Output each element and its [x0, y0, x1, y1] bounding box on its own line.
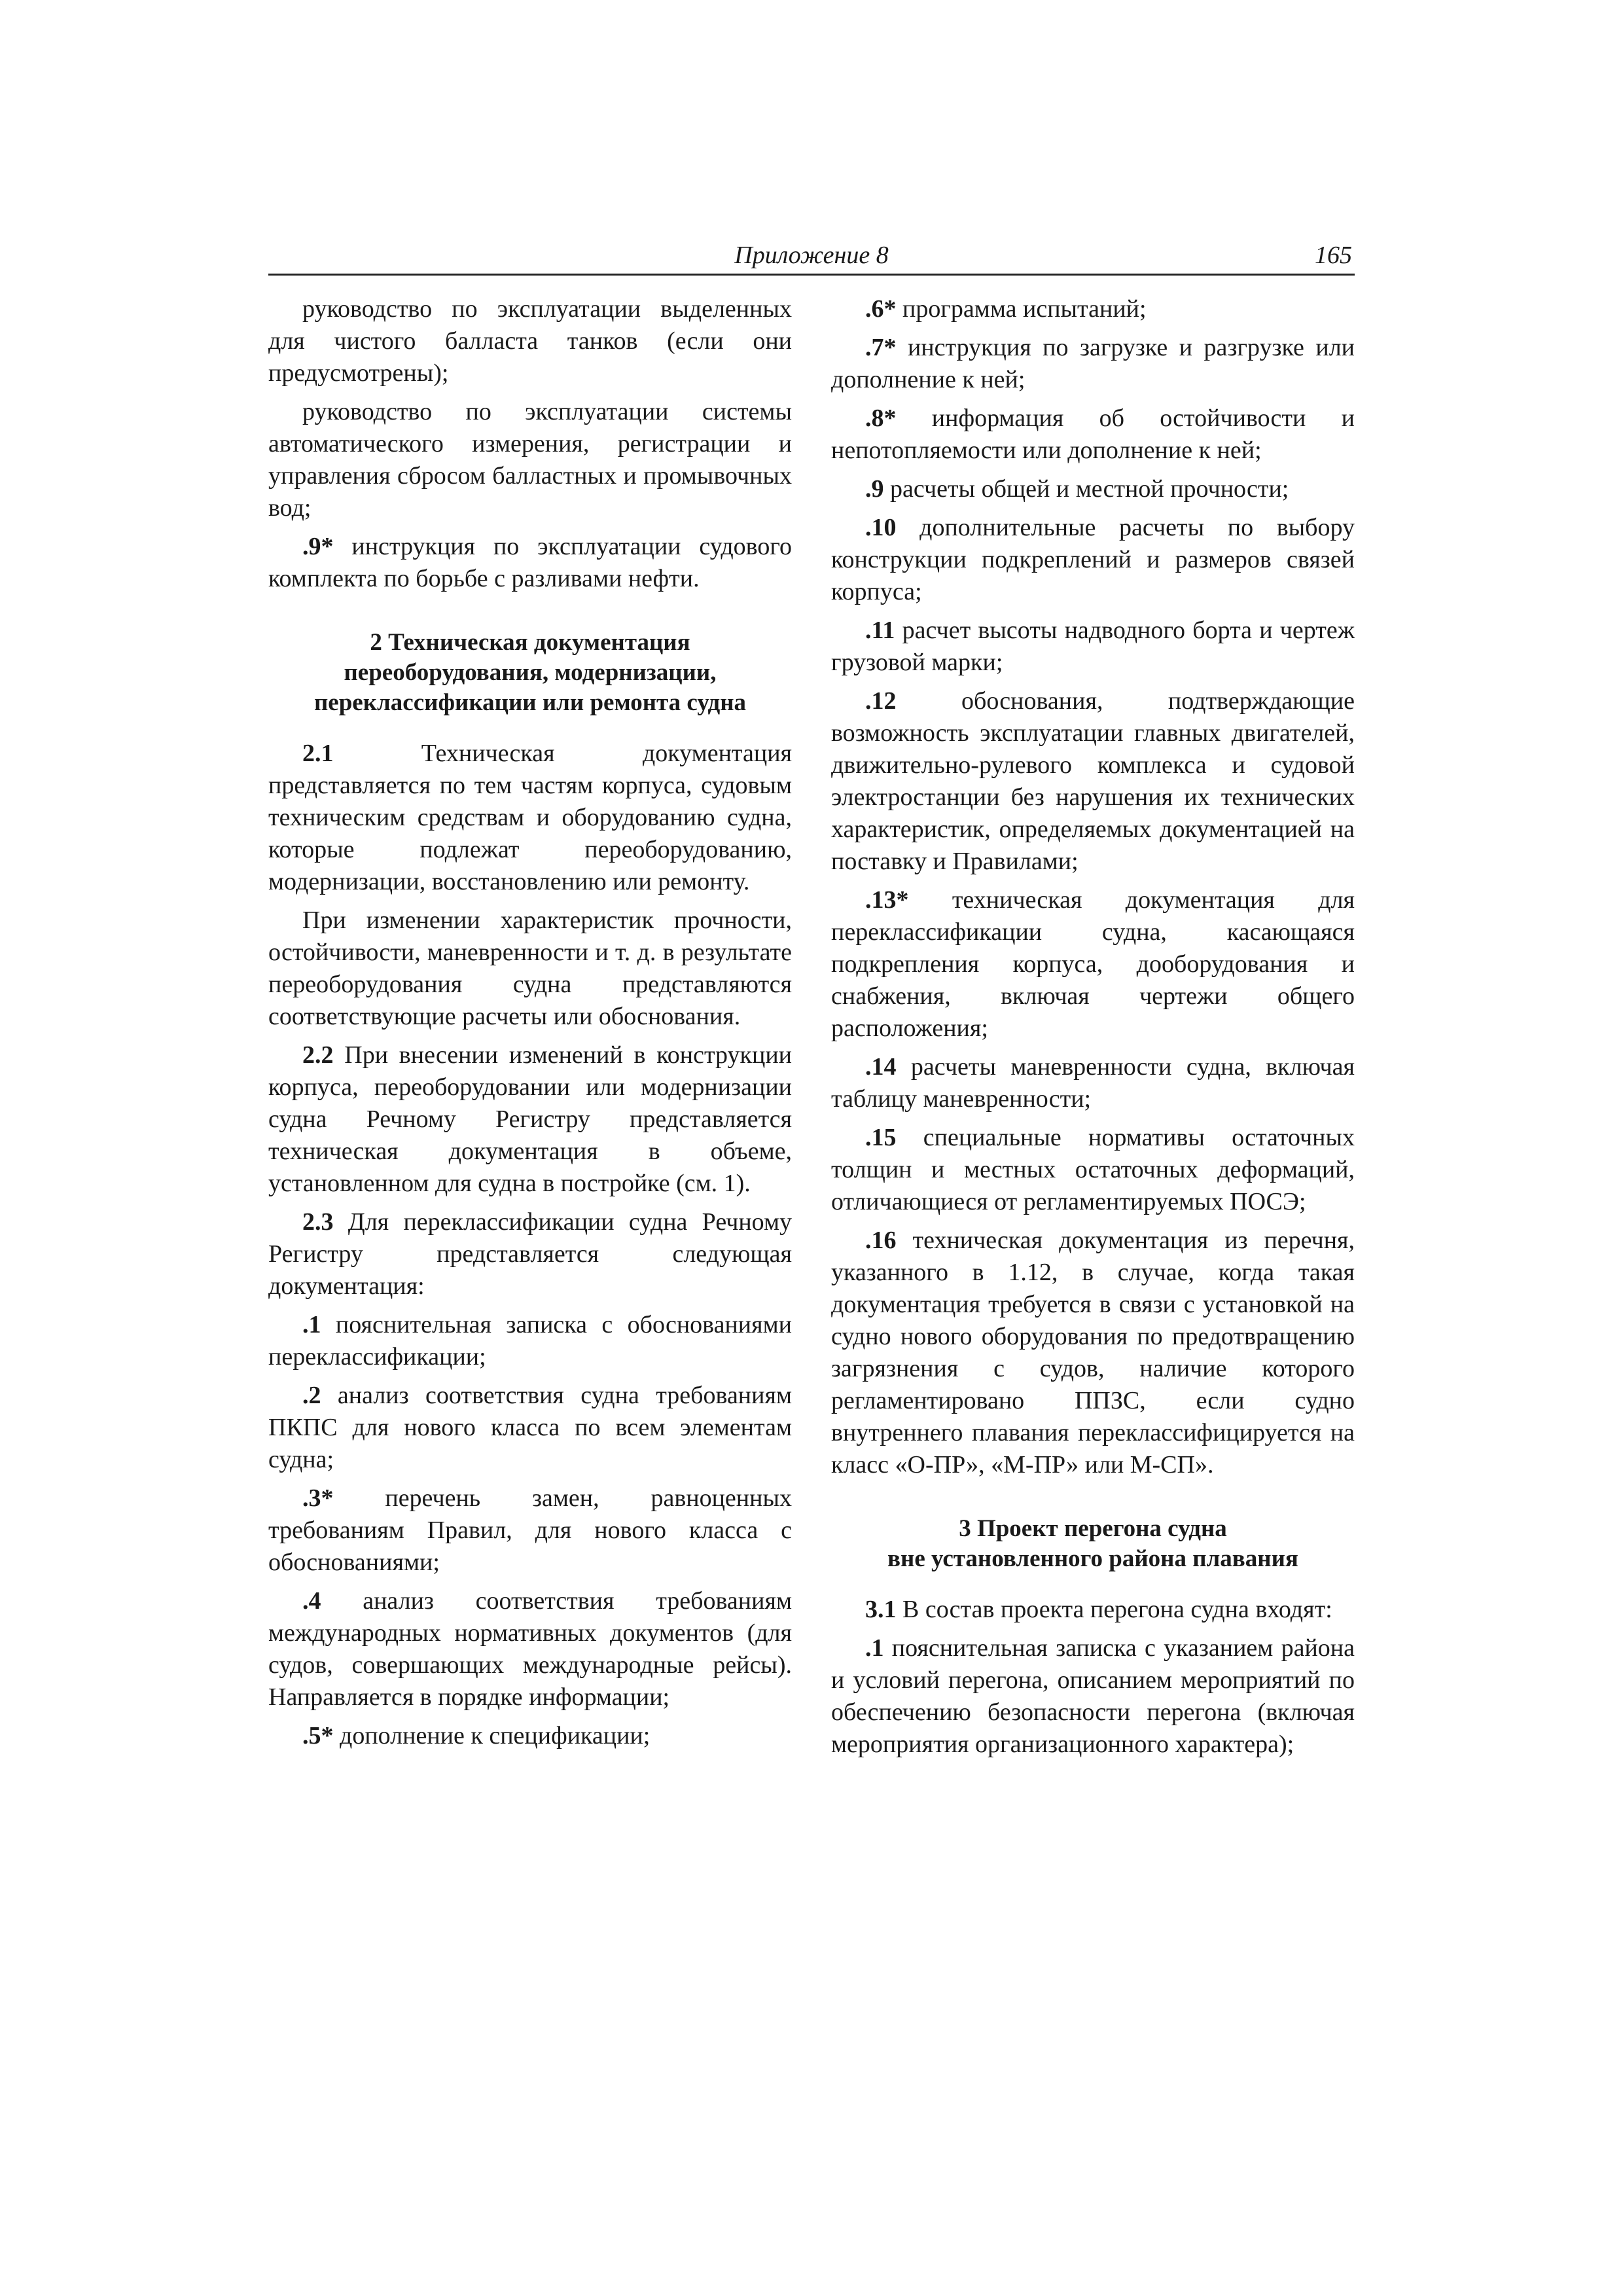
- item-number: .7*: [865, 334, 897, 361]
- paragraph-text: пояснительная записка с обоснованиями переклассификации;: [268, 1311, 792, 1371]
- item-number: 3.1: [865, 1596, 897, 1623]
- paragraph-text: программа испытаний;: [902, 295, 1147, 323]
- item-number: .11: [865, 617, 895, 644]
- paragraph: [831, 1122, 1355, 1218]
- paragraph: [268, 1380, 792, 1476]
- paragraph: [831, 1225, 1355, 1481]
- item-number: .14: [865, 1053, 897, 1081]
- paragraph-text: руководство по эксплуатации системы автоматического измерения, регистрации и управления сбросом балластных и промывочных вод;: [268, 398, 792, 522]
- paragraph-text: дополнительные расчеты по выбору конструкции подкреплений и размеров связей корпуса;: [831, 514, 1355, 605]
- item-number: .6*: [865, 295, 897, 323]
- paragraph-text: обоснования, подтверждающие возможность эксплуатации главных двигателей, движительно-рулевого комплекса и судовой электростанции без нарушения их технических характеристик, определяемых документацией на поставку и Правилами;: [831, 687, 1355, 875]
- section-title-line: вне установленного района плавания: [887, 1545, 1298, 1572]
- item-number: .9: [865, 475, 884, 503]
- paragraph: [831, 473, 1355, 505]
- item-number: .4: [302, 1587, 321, 1615]
- paragraph-text: техническая документация для переклассификации судна, касающаяся подкрепления корпуса, дооборудования и снабжения, включая чертежи общего расположения;: [831, 886, 1355, 1042]
- paragraph-text: информация об остойчивости и непотопляемости или дополнение к ней;: [831, 404, 1355, 464]
- paragraph: [831, 512, 1355, 608]
- paragraph: [268, 396, 792, 524]
- paragraph-text: анализ соответствия требованиям международных нормативных документов (для судов, совершающих международные рейсы). Направляется в порядке информации;: [268, 1587, 792, 1711]
- paragraph: [268, 293, 792, 389]
- paragraph: [831, 685, 1355, 878]
- item-number: 2.1: [302, 740, 334, 767]
- item-number: .16: [865, 1227, 897, 1254]
- paragraph: [831, 1632, 1355, 1761]
- section-title-line: переклассификации или ремонта судна: [313, 689, 747, 716]
- paragraph-text: анализ соответствия судна требованиям ПКПС для нового класса по всем элементам судна;: [268, 1382, 793, 1473]
- paragraph-text: При внесении изменений в конструкции корпуса, переоборудовании или модернизации судна Речному Регистру представляется техническая документация в объеме, установленном для судна в постройке (см. 1).: [268, 1041, 792, 1197]
- paragraph-text: Техническая документация представляется по тем частям корпуса, судовым техническим средствам и оборудованию судна, которые подлежат переоборудованию, модернизации, восстановлению или ремонту.: [268, 740, 793, 895]
- right-column: [831, 293, 1355, 1767]
- item-number: .5*: [302, 1722, 334, 1749]
- item-number: .1: [865, 1634, 884, 1662]
- paragraph: [268, 1206, 792, 1302]
- paragraph-text: В состав проекта перегона судна входят:: [902, 1596, 1332, 1623]
- item-number: .9*: [302, 533, 334, 560]
- item-number: .13*: [865, 886, 909, 914]
- paragraph-text: пояснительная записка с указанием района и условий перегона, описанием мероприятий по обеспечению безопасности перегона (включая мероприятия организационного характера);: [831, 1634, 1355, 1758]
- paragraph-text: инструкция по загрузке и разгрузке или дополнение к ней;: [831, 334, 1355, 393]
- paragraph-text: инструкция по эксплуатации судового комплекта по борьбе с разливами нефти.: [268, 533, 792, 592]
- paragraph: [831, 332, 1355, 396]
- paragraph: [831, 884, 1355, 1045]
- paragraph-text: расчет высоты надводного борта и чертеж грузовой марки;: [831, 617, 1355, 676]
- paragraph: [268, 531, 792, 595]
- paragraph: [831, 1594, 1355, 1626]
- item-number: .12: [865, 687, 897, 715]
- paragraph: [268, 905, 792, 1033]
- item-number: .1: [302, 1311, 321, 1338]
- paragraph-text: специальные нормативы остаточных толщин и местных остаточных деформаций, отличающиеся от регламентируемых ПОСЭ;: [831, 1124, 1355, 1215]
- paragraph: [831, 293, 1355, 325]
- paragraph-text: расчеты маневренности судна, включая таблицу маневренности;: [831, 1053, 1355, 1113]
- item-number: .3*: [302, 1484, 334, 1512]
- running-header: [268, 241, 1355, 276]
- page-number: 165: [1315, 242, 1352, 269]
- paragraph: [268, 1039, 792, 1200]
- paragraph-text: перечень замен, равноценных требованиям Правил, для нового класса с обоснованиями;: [268, 1484, 792, 1576]
- left-column: [268, 293, 792, 1759]
- paragraph-text: техническая документация из перечня, указанного в 1.12, в случае, когда такая документация требуется в связи с установкой на судно нового оборудования по предотвращению загрязнения с судов, наличие которого регламентировано ППЗС, если судно внутреннего плавания переклассифицируется на класс «О-ПР», «М-ПР» или М-СП».: [831, 1227, 1355, 1479]
- section-title-line: переоборудования, модернизации,: [344, 659, 717, 686]
- paragraph: [268, 738, 792, 898]
- paragraph: [268, 1720, 792, 1752]
- paragraph-text: При изменении характеристик прочности, остойчивости, маневренности и т. д. в результате переоборудования судна представляются соответствующие расчеты или обоснования.: [268, 906, 792, 1030]
- paragraph-text: Для переклассификации судна Речному Регистру представляется следующая документация:: [268, 1208, 793, 1300]
- paragraph: [831, 615, 1355, 679]
- paragraph-text: дополнение к спецификации;: [340, 1722, 651, 1749]
- section-title-line: 3 Проект перегона судна: [959, 1515, 1227, 1542]
- section-title-line: 2 Техническая документация: [370, 629, 690, 656]
- section-2-title: [268, 628, 792, 718]
- paragraph: [268, 1585, 792, 1713]
- paragraph: [268, 1482, 792, 1579]
- item-number: .10: [865, 514, 897, 541]
- paragraph: [268, 1309, 792, 1373]
- item-number: .2: [302, 1382, 321, 1409]
- section-3-title: [831, 1514, 1355, 1574]
- paragraph-text: расчеты общей и местной прочности;: [890, 475, 1289, 503]
- item-number: .15: [865, 1124, 897, 1151]
- running-header-title: Приложение 8: [734, 242, 889, 269]
- item-number: 2.2: [302, 1041, 334, 1069]
- paragraph: [831, 403, 1355, 467]
- paragraph: [831, 1051, 1355, 1115]
- item-number: .8*: [865, 404, 897, 432]
- item-number: 2.3: [302, 1208, 334, 1236]
- paragraph-text: руководство по эксплуатации выделенных для чистого балласта танков (если они предусмотрены);: [268, 295, 792, 387]
